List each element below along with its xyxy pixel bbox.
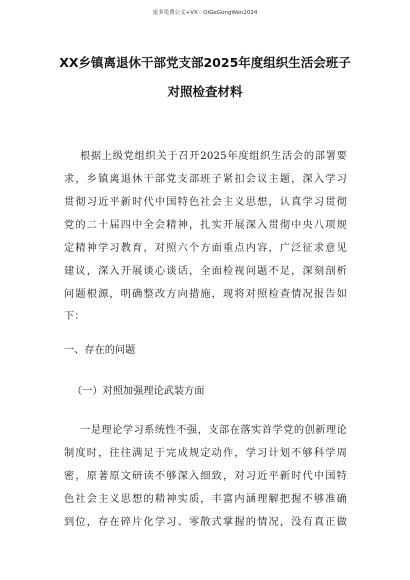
subsection-heading-theory: （一）对照加强理论武装方面 (72, 386, 205, 397)
intro-line-3: 贯彻习近平新时代中国特色社会主义思想，认真学习贯彻 (64, 197, 347, 208)
intro-line-6: 建议，深入开展谈心谈话，全面检视问题不足，深刻剖析 (64, 266, 347, 277)
body-line-1: 一是理论学习系统性不强，支部在落实首学党的创新理论 (80, 425, 347, 436)
intro-line-8: 下： (64, 311, 85, 322)
body-line-5: 到位，存在碎片化学习、零散式掌握的情况，没有真正做 (64, 517, 347, 528)
document-title-line-1: XX乡镇离退休干部党支部2025年度组织生活会班子 (59, 55, 351, 70)
intro-line-1: 根据上级党组织关于召开2025年度组织生活会的部署要 (80, 151, 347, 162)
intro-line-4: 党的二十届四中全会精神，扎实开展深入贯彻中央八项规 (64, 220, 347, 231)
document-title-line-2: 对照检查材料 (167, 84, 243, 99)
body-line-2: 制度时，往往满足于完成规定动作，学习计划不够科学周 (64, 448, 347, 459)
body-line-3: 密，原著原文研读不够深入细致，对习近平新时代中国特 (64, 471, 347, 482)
intro-line-2: 求，乡镇离退休干部党支部班子紧扣会议主题，深入学习 (64, 174, 347, 185)
body-line-4: 色社会主义思想的精神实质，丰富内涵理解把握不够准确 (64, 494, 347, 505)
section-heading-problems: 一、存在的问题 (64, 345, 136, 356)
page-header-promo: 更多免费公文+VX：QiGeGongWen2024 (152, 10, 258, 16)
intro-line-7: 问题根源，明确整改方向措施，现将对照检查情况报告如 (64, 289, 347, 300)
intro-line-5: 定精神学习教育，对照六个方面重点内容，广泛征求意见 (64, 243, 347, 254)
